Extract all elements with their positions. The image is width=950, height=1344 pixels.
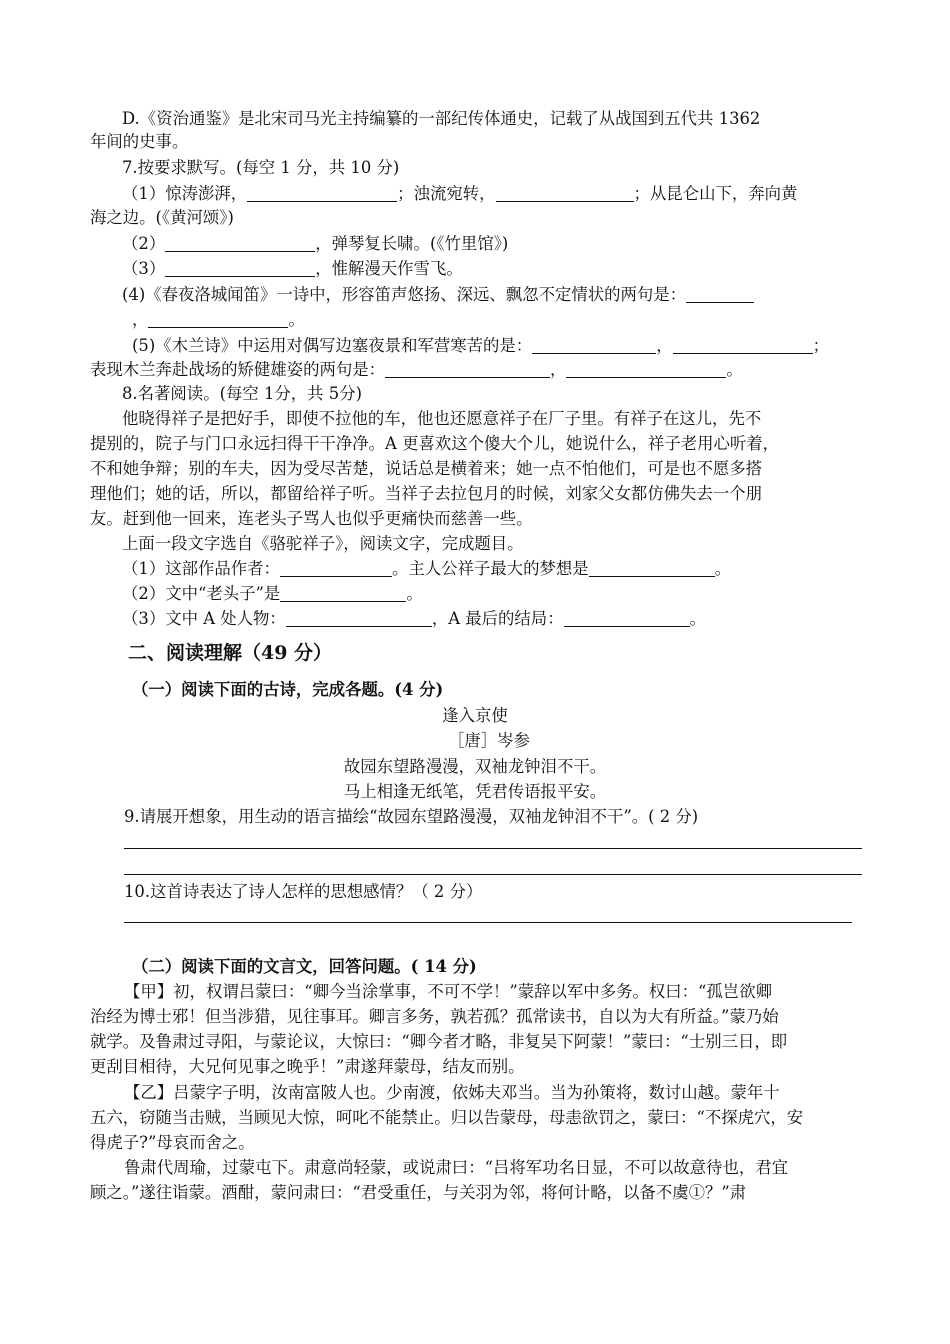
question-7-title: 7.按要求默写。(每空 1 分，共 10 分) — [122, 158, 400, 177]
answer-blank[interactable] — [280, 585, 406, 602]
q7-5-text-e: ， — [550, 360, 567, 379]
question-8-title: 8.名著阅读。(每空 1分，共 5分) — [122, 384, 363, 403]
answer-blank[interactable] — [247, 185, 397, 202]
q8-3-text-a: （3）文中 A 处人物： — [122, 609, 286, 628]
q7-4-text-a: (4)《春夜洛城闻笛》一诗中，形容笛声悠扬、深远、飘忽不定情状的两句是： — [122, 285, 687, 304]
answer-blank[interactable] — [165, 260, 315, 277]
answer-blank[interactable] — [165, 235, 315, 252]
q7-4-text-c: 。 — [288, 310, 305, 329]
q8-1-text-a: （1）这部作品作者： — [122, 559, 280, 578]
passage-8-line5: 友。赶到他一回来，连老头子骂人也似乎更痛快而慈善一些。 — [90, 509, 533, 528]
text-yi-line4: 鲁肃代周瑜，过蒙屯下。肃意尚轻蒙，或说肃曰：“吕将军功名日显，不可以故意待也，君宜 — [124, 1158, 789, 1177]
text-jia-line3: 就学。及鲁肃过寻阳，与蒙论议，大惊曰：“卿今者才略，非复吴下阿蒙！”蒙曰：“士别三日，即 — [90, 1032, 788, 1051]
poem-line-2: 马上相逢无纸笔，凭君传语报平安。 — [343, 782, 607, 801]
poem-line-1: 故园东望路漫漫，双袖龙钟泪不干。 — [343, 757, 607, 776]
answer-line[interactable] — [124, 922, 852, 923]
question-7-4-cont — [132, 309, 305, 331]
q8-1-text-b: 。主人公祥子最大的梦想是 — [391, 559, 589, 578]
section-2-heading: 二、阅读理解（49 分） — [128, 642, 333, 664]
answer-line[interactable] — [124, 848, 862, 849]
text-yi-line2: 五六，窃随当击贼，当顾见大惊，呵叱不能禁止。归以告蒙母，母恚欲罚之，蒙曰：“不探虎穴，安 — [90, 1108, 804, 1127]
q7-2-text-a: （2） — [122, 234, 166, 253]
q7-5-text-c: ； — [812, 336, 829, 355]
q8-2-text-b: 。 — [406, 584, 423, 603]
answer-blank[interactable] — [286, 610, 432, 627]
q7-1-text-b: ；浊流宛转， — [397, 184, 496, 203]
q7-1-text-a: （1）惊涛澎湃， — [122, 184, 248, 203]
question-10: 10.这首诗表达了诗人怎样的思想感情？（ 2 分） — [124, 882, 483, 901]
q7-2-text-b: ，弹琴复长啸。(《竹里馆》) — [315, 234, 509, 253]
subsection-1-heading: （一）阅读下面的古诗，完成各题。(4 分) — [132, 680, 444, 699]
option-d-line1: D.《资治通鉴》是北宋司马光主持编纂的一部纪传体通史，记载了从战国到五代共 1362 — [122, 109, 761, 128]
question-7-1-cont: 海之边。(《黄河颂》) — [90, 208, 234, 227]
question-7-1 — [122, 183, 797, 205]
poem-author: ［唐］岑参 — [448, 731, 530, 750]
question-8-1 — [122, 558, 731, 580]
poem-title: 逢入京使 — [442, 706, 508, 725]
answer-blank[interactable] — [564, 610, 690, 627]
q8-2-text-a: （2）文中“老头子”是 — [122, 584, 281, 603]
subsection-2-heading: （二）阅读下面的文言文，回答问题。( 14 分) — [132, 957, 477, 976]
q7-5-text-b: ， — [656, 336, 673, 355]
text-jia-line1: 【甲】初，权谓吕蒙曰：“卿今当涂掌事，不可不学！”蒙辞以军中多务。权曰：“孤岂欲卿 — [124, 982, 772, 1001]
answer-blank[interactable] — [496, 185, 634, 202]
text-yi-line3: 得虎子?”母哀而舍之。 — [90, 1133, 255, 1152]
q7-3-text-a: （3） — [122, 259, 166, 278]
option-d-line2: 年间的史事。 — [90, 132, 189, 151]
q7-5-text-a: (5)《木兰诗》中运用对偶写边塞夜景和军营寒苦的是： — [132, 336, 533, 355]
answer-blank[interactable] — [148, 311, 288, 328]
q7-1-text-c: ；从昆仑山下，奔向黄 — [633, 184, 798, 203]
answer-blank[interactable] — [589, 560, 715, 577]
question-7-5-cont — [90, 359, 743, 381]
answer-blank[interactable] — [280, 560, 392, 577]
q7-5-text-f: 。 — [726, 360, 743, 379]
question-8-3 — [122, 608, 706, 630]
text-jia-line4: 更刮目相待，大兄何见事之晚乎！”肃遂拜蒙母，结友而别。 — [90, 1057, 525, 1076]
q8-3-text-b: ，A 最后的结局： — [431, 609, 564, 628]
question-9: 9.请展开想象，用生动的语言描绘“故园东望路漫漫，双袖龙钟泪不干”。( 2 分) — [124, 807, 699, 826]
answer-blank[interactable] — [566, 361, 726, 378]
question-7-5 — [132, 335, 829, 357]
text-yi-line5: 顾之。”遂往诣蒙。酒酣，蒙问肃曰：“君受重任，与关羽为邻，将何计略，以备不虞①？”肃 — [90, 1183, 747, 1202]
text-jia-line2: 治经为博士邪！但当涉猎，见往事耳。卿言多务，孰若孤？孤常读书，自以为大有所益。”蒙乃始 — [90, 1007, 779, 1026]
answer-blank[interactable] — [532, 337, 656, 354]
q8-3-text-c: 。 — [689, 609, 706, 628]
passage-8-line4: 理他们；她的话，所以，都留给祥子听。当祥子去拉包月的时候，刘家父女都仿佛失去一个朋 — [90, 484, 763, 503]
q7-3-text-b: ，惟解漫天作雪飞。 — [315, 259, 463, 278]
q8-1-text-c: 。 — [714, 559, 732, 578]
passage-8-line1: 他晓得祥子是把好手，即使不拉他的车，他也还愿意祥子在厂子里。有祥子在这儿，先不 — [122, 409, 762, 428]
passage-8-line3: 不和她争辩；别的车夫，因为受尽苦楚，说话总是横着来；她一点不怕他们，可是也不愿多搭 — [90, 459, 763, 478]
answer-blank[interactable] — [385, 361, 550, 378]
question-7-4 — [122, 284, 754, 306]
question-8-2 — [122, 583, 423, 605]
text-yi-line1: 【乙】吕蒙字子明，汝南富陂人也。少南渡，依姊夫邓当。当为孙策将，数讨山越。蒙年十 — [124, 1083, 780, 1102]
answer-blank[interactable] — [673, 337, 813, 354]
answer-blank[interactable] — [686, 286, 754, 303]
passage-8-line2: 提别的，院子与门口永远扫得干干净净。A 更喜欢这个傻大个儿，她说什么，祥子老用心听着， — [90, 434, 780, 453]
passage-8-instruction: 上面一段文字选自《骆驼祥子》，阅读文字，完成题目。 — [122, 534, 524, 553]
q7-5-text-d: 表现木兰奔赴战场的矫健雄姿的两句是： — [90, 360, 386, 379]
question-7-3 — [122, 258, 463, 280]
answer-line[interactable] — [124, 874, 862, 875]
question-7-2 — [122, 233, 508, 255]
q7-4-text-b: ， — [132, 310, 149, 329]
